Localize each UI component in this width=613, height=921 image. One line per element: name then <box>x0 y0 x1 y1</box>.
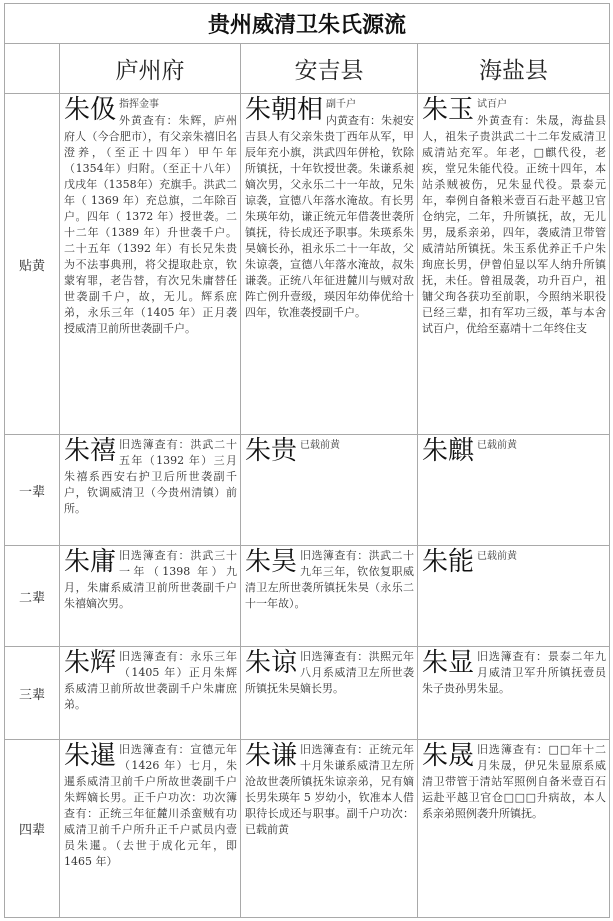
person-name: 朱玉 <box>422 95 475 125</box>
record-text: 旧选簿查有：景泰二年九月威清卫军升所镇抚壹员朱子贵孙男朱显。 <box>422 650 607 695</box>
record-text: 外黄查有：朱晟，海盐县人，祖朱子贵洪武二十二年发威清卫威清站充军。年老，□麒代役，老疾，堂兄朱能代役。正统十四年，本站杀贼被伤，兄朱显代役。景泰元年，奉例自备粮米壹百石赴平越卫官仓纳完，二年，升所镇抚，故，无儿男，晟系亲弟，四年，袭威清卫带管威清站所镇抚。朱玉系优养正千户朱珣庶长男，伊曾伯显以军人纳升所镇抚，未任。曾祖晟袭，功升百户，祖镛父珣各获功至前职，今照纳米职役已经三辈，扣有军功三级，革与本舍试百户，优给至嘉靖十二年终住支 <box>422 114 607 335</box>
person-name: 朱谅 <box>245 648 298 678</box>
table-row <box>5 435 610 546</box>
person-name: 朱能 <box>422 547 475 577</box>
person-name: 朱禧 <box>64 436 117 466</box>
record-text: 内黄查有：朱昶安吉县人有父亲朱贵丁西年从军，甲辰年充小旗，洪武四年併枪，钦除所镇抚，十年钦授世袭。朱谦系昶嫡次男，父永乐二十一年故，兄朱谅袭，宣德八年落水淹故。有长男朱瑛年幼，谦正统元年借袭世袭所镇抚，待长成还予职事。朱瑛系朱昊嫡长孙，祖永乐二十一年故，父朱谅袭，宣德八年落水淹故，叔朱谦袭。正统八年征进麓川与贼对敌阵亡例升壹级，瑛因年幼俸优给十四年，钦准袭授副千户。 <box>245 114 415 319</box>
person-name: 朱谦 <box>245 741 298 771</box>
record-text: 旧选簿查有：正统元年十月朱谦系威清卫左所沧故世袭所镇抚朱谅亲弟，兄有嫡长男朱瑛年 5 岁幼小，钦准本人借职待长成还与职事。副千户功次：已载前黄 <box>245 743 414 836</box>
record-cell <box>241 740 418 918</box>
record-cell <box>418 546 610 647</box>
table-row <box>5 647 610 740</box>
column-header-luzhou: 庐州府 <box>60 44 241 94</box>
person-name: 朱辉 <box>64 648 117 678</box>
row-label-generation-3: 三辈 <box>5 647 60 740</box>
person-name: 朱暹 <box>64 741 117 771</box>
record-cell <box>418 94 610 435</box>
record-cell <box>418 647 610 740</box>
record-cell <box>241 546 418 647</box>
person-name: 朱伋 <box>64 95 117 125</box>
genealogy-table <box>4 3 610 918</box>
record-cell <box>60 546 241 647</box>
record-text: 旧选簿查有：洪武二十九年三年，钦依复职威清卫左所世袭所镇抚朱昊（永乐二十一年故）。 <box>245 549 414 610</box>
person-name: 朱显 <box>422 648 475 678</box>
person-title: 已载前黄 <box>477 551 518 562</box>
table-row <box>5 546 610 647</box>
person-name: 朱昊 <box>245 547 298 577</box>
person-name: 朱麒 <box>422 436 475 466</box>
record-cell <box>60 435 241 546</box>
record-text: 旧选簿查有：宣德元年（1426 年）七月，朱暹系威清卫前千户所故世袭副千户朱辉嫡长男。正千户功次：功次簿查有：正统三年征麓川杀蛮贼有功威清卫前千户所升正千户贰员内壹员朱暹。（去世于成化元年，即 1465 年） <box>64 743 237 868</box>
record-cell <box>60 740 241 918</box>
table-row <box>5 94 610 435</box>
record-cell <box>60 94 241 435</box>
record-cell <box>241 647 418 740</box>
record-text: 旧选簿查有：永乐三年（1405 年）正月朱辉系威清卫前所故世袭副千户朱庸庶弟。 <box>64 650 237 711</box>
person-title: 指挥金事 <box>119 99 160 110</box>
person-name: 朱庸 <box>64 547 117 577</box>
record-cell <box>241 435 418 546</box>
person-title: 已载前黄 <box>477 440 518 451</box>
record-cell <box>418 435 610 546</box>
person-name: 朱朝相 <box>245 95 324 125</box>
column-header-anji: 安吉县 <box>241 44 418 94</box>
table-row <box>5 740 610 918</box>
row-label-tiehuang: 贴黄 <box>5 94 60 435</box>
row-label-generation-2: 二辈 <box>5 546 60 647</box>
row-label-generation-1: 一辈 <box>5 435 60 546</box>
column-header-haiyan: 海盐县 <box>418 44 610 94</box>
person-title: 已载前黄 <box>300 440 341 451</box>
person-name: 朱贵 <box>245 436 298 466</box>
person-title: 副千户 <box>326 99 357 110</box>
table-title: 贵州威清卫朱氏源流 <box>5 4 610 44</box>
person-title: 试百户 <box>477 99 508 110</box>
record-cell <box>241 94 418 435</box>
record-text: 旧选簿查有：洪熙元年八月系威清卫左所世袭所镇抚朱昊嫡长男。 <box>245 650 414 695</box>
record-text: 旧选簿查有：洪武三十一年（1398 年）九月，朱庸系威清卫前所世袭副千户朱禧嫡次男。 <box>64 549 237 610</box>
record-text: 旧选簿查有：□□年十二月朱晟，伊兄朱显原系威清卫带管于清站军照例自备米壹百石运赴平越卫官仓□□□升病故，本人系亲弟照例袭升所镇抚。 <box>422 743 607 820</box>
record-cell <box>418 740 610 918</box>
record-cell <box>60 647 241 740</box>
record-text: 外黄查有：朱辉，庐州府人（今合肥市），有父亲朱禧旧名澄养，（至正十四年）甲午年（1354年）归附。（至正十八年）戊戌年（1358年）充旗手。洪武二年（ 1369 年）充总旗，二年除百户。四年（ 1372 年）授世袭。二十二年（1389 年）升世袭千户。二十五年（1392 年）有长兄朱贵为不法事典刑，将父提取赴京，钦蒙宥罪，老告替，有次兄朱庸替任世袭副千户，故，无儿。辉系庶弟，永乐三年（1405 年）正月袭授威清卫前所世袭副千户。 <box>64 114 237 335</box>
row-label-generation-4: 四辈 <box>5 740 60 918</box>
corner-cell <box>5 44 60 94</box>
person-name: 朱晟 <box>422 741 475 771</box>
record-text: 旧选簿查有：洪武二十五年（1392 年）三月朱禧系西安右护卫后所世袭副千户，钦调威清卫（今贵州清镇）前所。 <box>64 438 237 515</box>
